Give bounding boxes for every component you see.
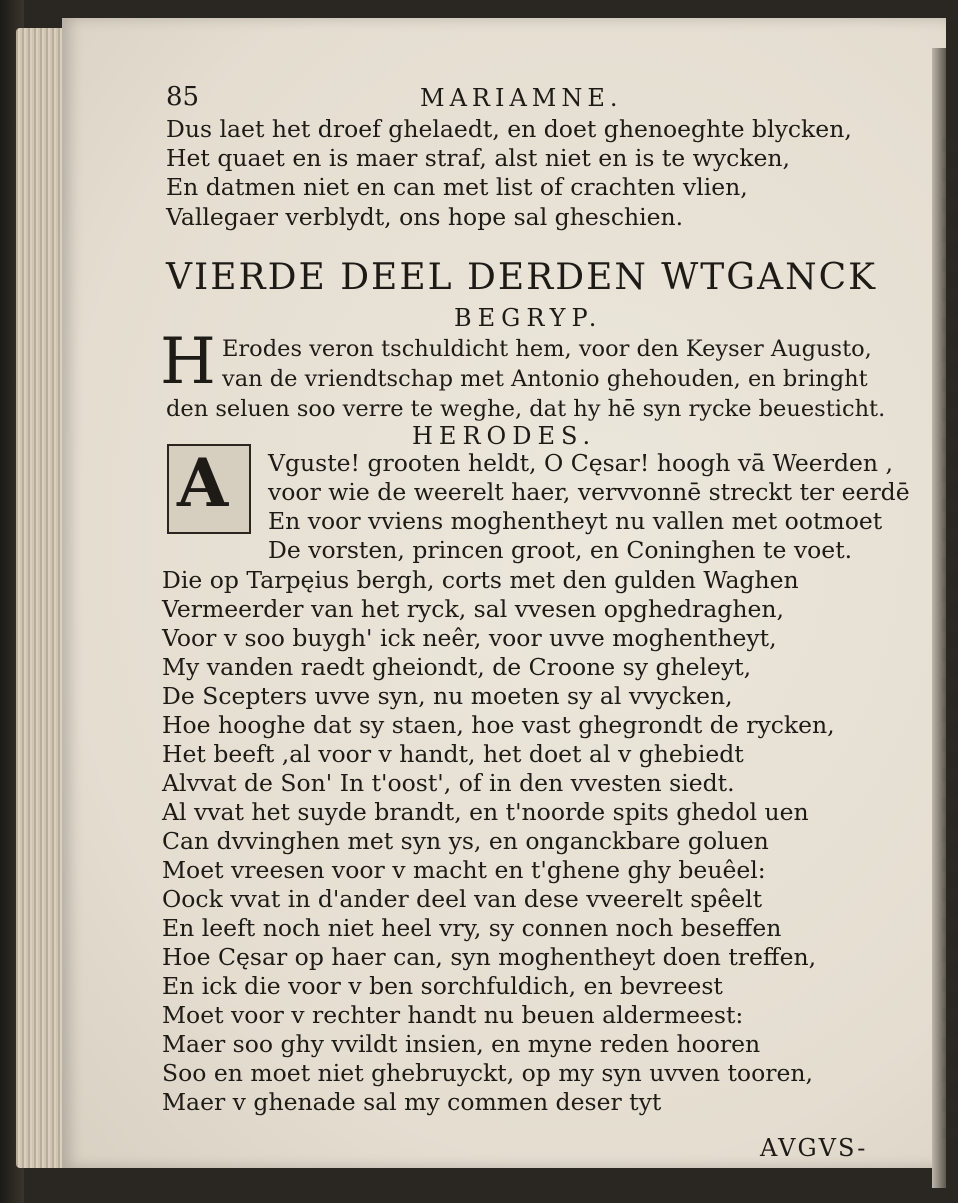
speech-line: voor wie de weerelt haer, vervvonnē streckt ter eerdē bbox=[268, 478, 910, 506]
argument-line: den seluen soo verre te weghe, dat hy hē syn rycke beuesticht. bbox=[166, 396, 886, 422]
speech-line: Die op Tarpęius bergh, corts met den gulden Waghen bbox=[162, 566, 799, 594]
verse-line: En datmen niet en can met list of crachten vlien, bbox=[166, 173, 748, 201]
drop-cap: H bbox=[160, 325, 216, 399]
section-title: VIERDE DEEL DERDEN WTGANCK bbox=[166, 257, 878, 298]
speech-line: Hoe hooghe dat sy staen, hoe vast ghegrondt de rycken, bbox=[162, 711, 835, 739]
bleed-through bbox=[942, 138, 958, 1138]
speech-line: Moet vreesen voor v macht en t'ghene ghy beuêel: bbox=[162, 856, 766, 884]
speech-line: Al vvat het suyde brandt, en t'noorde spits ghedol uen bbox=[162, 798, 809, 826]
catchword: AVGVS- bbox=[760, 1134, 868, 1162]
speech-line: Vguste! grooten heldt, O Cęsar! hoogh vā Weerden , bbox=[268, 449, 893, 477]
speech-line: En leeft noch niet heel vry, sy connen noch beseffen bbox=[162, 914, 782, 942]
speech-line: Voor v soo buygh' ick neêr, voor uvve moghentheyt, bbox=[162, 624, 777, 652]
speech-line: Soo en moet niet ghebruyckt, op my syn uvven tooren, bbox=[162, 1059, 813, 1087]
speech-line: Maer soo ghy vvildt insien, en myne reden hooren bbox=[162, 1030, 761, 1058]
verse-line: Vallegaer verblydt, ons hope sal gheschien. bbox=[166, 203, 684, 231]
speech-line: De Scepters uvve syn, nu moeten sy al vvycken, bbox=[162, 682, 733, 710]
speech-line: My vanden raedt gheiondt, de Croone sy gheleyt, bbox=[162, 653, 752, 681]
speech-line: Het beeft ,al voor v handt, het doet al v ghebiedt bbox=[162, 740, 744, 768]
verse-line: Het quaet en is maer straf, alst niet en is te wycken, bbox=[166, 144, 790, 172]
page-number: 85 bbox=[166, 82, 200, 112]
speech-line: Alvvat de Son' In t'oost', of in den vvesten siedt. bbox=[162, 769, 735, 797]
speech-line: En ick die voor v ben sorchfuldich, en bevreest bbox=[162, 972, 723, 1000]
decorated-initial bbox=[163, 440, 251, 536]
speech-line: Oock vvat in d'ander deel van dese vveerelt spêelt bbox=[162, 885, 763, 913]
speech-line: Hoe Cęsar op haer can, syn moghentheyt doen treffen, bbox=[162, 943, 817, 971]
speech-line: Moet voor v rechter handt nu beuen aldermeest: bbox=[162, 1001, 744, 1029]
page-header bbox=[0, 82, 958, 116]
argument-line: van de vriendtschap met Antonio ghehouden, en bringht bbox=[222, 366, 868, 392]
speaker-name: HERODES. bbox=[412, 422, 597, 450]
argument-line: Erodes veron tschuldicht hem, voor den Keyser Augusto, bbox=[222, 336, 872, 362]
speech-line: En voor vviens moghentheyt nu vallen met ootmoet bbox=[268, 507, 883, 535]
running-head: MARIAMNE. bbox=[420, 84, 623, 112]
initial-letter: A bbox=[177, 444, 229, 522]
speech-line: Maer v ghenade sal my commen deser tyt bbox=[162, 1088, 662, 1116]
speech-line: Vermeerder van het ryck, sal vvesen opghedraghen, bbox=[162, 595, 784, 623]
verse-line: Dus laet het droef ghelaedt, en doet ghenoeghte blycken, bbox=[166, 115, 852, 143]
speech-line: De vorsten, princen groot, en Coninghen te voet. bbox=[268, 536, 853, 564]
speech-line: Can dvvinghen met syn ys, en onganckbare goluen bbox=[162, 827, 769, 855]
section-subtitle: BEGRYP. bbox=[454, 304, 603, 332]
